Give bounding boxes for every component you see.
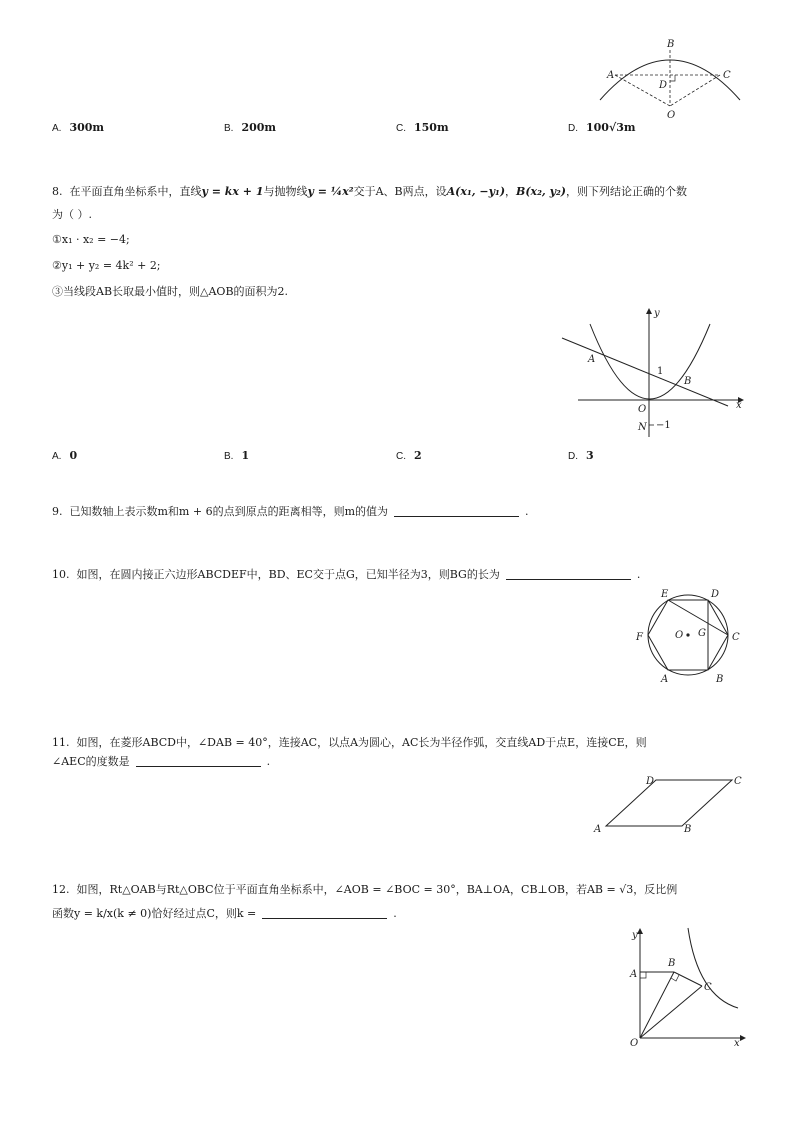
q12-label-y: y — [632, 930, 638, 941]
q10-label-g: G — [698, 628, 706, 639]
q11-label-d: D — [646, 776, 655, 787]
q8-label-one: 1 — [657, 366, 664, 377]
q11-stem: 11. 如图，在菱形ABCD中，∠DAB = 40°，连接AC，以点A为圆心，AC长为半径作弧，交直线AD于点E，连接CE，则 — [52, 736, 647, 749]
q7-label-o: O — [667, 110, 676, 121]
q8-option-d: D. 3 — [568, 449, 594, 462]
q12-label-a: A — [630, 969, 638, 980]
q12-stem: 12. 如图，Rt△OAB与Rt△OBC位于平面直角坐标系中，∠AOB = ∠BOC = 30°，BA⊥OA，CB⊥OB，若AB = √3，反比例 — [52, 883, 678, 896]
q11-answer-blank[interactable] — [136, 754, 261, 767]
q12-label-c: C — [704, 982, 712, 993]
q7-label-d: D — [659, 80, 668, 91]
q8-stem-cont: 为（ ）. — [52, 208, 92, 221]
q12-stem-cont: 函数y = k/x(k ≠ 0)恰好经过点C，则k = . — [52, 907, 397, 920]
q12-label-x: x — [734, 1038, 740, 1049]
q11-label-b: B — [684, 824, 692, 835]
q11-label-a: A — [594, 824, 602, 835]
q7-label-a: A — [607, 70, 615, 81]
q7-label-b: B — [667, 39, 675, 50]
q11-stem-cont: ∠AEC的度数是 . — [52, 755, 271, 768]
q8-statement-3: ③当线段AB长取最小值时，则△AOB的面积为2. — [52, 285, 289, 298]
q8-label-n: N — [638, 422, 647, 433]
q7-option-a: A. 300m — [52, 121, 105, 134]
q12-label-o: O — [630, 1038, 639, 1049]
q8-label-b: B — [684, 376, 692, 387]
q10-label-c: C — [732, 632, 740, 643]
q11-label-c: C — [734, 776, 742, 787]
q10-label-f: F — [636, 632, 643, 643]
q8-label-minus-one: −1 — [656, 420, 671, 431]
q8-statement-1: ①x₁ · x₂ = −4; — [52, 233, 130, 246]
q7-option-b: B. 200m — [224, 121, 277, 134]
q8-option-b: B. 1 — [224, 449, 250, 462]
q11-figure — [590, 770, 750, 836]
q8-option-a: A. 0 — [52, 449, 78, 462]
q8-label-o: O — [638, 404, 647, 415]
q8-stem: 8. 在平面直角坐标系中，直线y = kx + 1与抛物线y = ¼x²交于A、B两点，设A(x₁, −y₁)，B(x₂, y₂)，则下列结论正确的个数 — [52, 185, 687, 198]
q10-label-b: B — [716, 674, 724, 685]
q12-answer-blank[interactable] — [262, 906, 387, 919]
q8-label-x: x — [736, 400, 742, 411]
q8-statement-2: ②y₁ + y₂ = 4k² + 2; — [52, 259, 161, 272]
q8-option-c: C. 2 — [396, 449, 422, 462]
q9-answer-blank[interactable] — [394, 504, 519, 517]
q7-label-c: C — [723, 70, 731, 81]
q8-figure — [560, 304, 750, 440]
q12-label-b: B — [668, 958, 676, 969]
q10-label-o: O — [675, 630, 684, 641]
q8-label-a: A — [588, 354, 596, 365]
q10-figure — [632, 584, 748, 688]
q9-stem: 9. 已知数轴上表示数m和m + 6的点到原点的距离相等，则m的值为 . — [52, 505, 529, 518]
q7-figure — [590, 38, 750, 122]
q7-option-d: D. 100√3m — [568, 121, 636, 134]
q10-stem: 10. 如图，在圆内接正六边形ABCDEF中，BD、EC交于点G，已知半径为3，则BG的长为 . — [52, 568, 641, 581]
q10-label-e: E — [661, 589, 669, 600]
q12-figure — [622, 926, 748, 1052]
q10-answer-blank[interactable] — [506, 567, 631, 580]
q10-label-a: A — [661, 674, 669, 685]
q8-label-y: y — [654, 308, 660, 319]
q10-label-d: D — [711, 589, 720, 600]
q7-option-c: C. 150m — [396, 121, 449, 134]
